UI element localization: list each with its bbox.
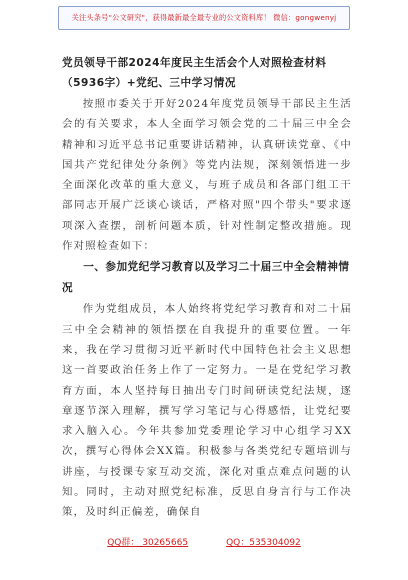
section-heading-1: 一、参加党纪学习教育以及学习二十届三中全会精神情况 (62, 261, 350, 294)
section-1-paragraph: 作为党组成员，本人始终将党纪学习教育和对二十届三中全会精神的领悟摆在自我提升的重要位置。一年来，我在学习贯彻习近平新时代中国特色社会主义思想这一首要政治任务上作了一定努力。一是在党纪学习教育方面，本人坚持每日抽出专门时间研读党纪法规，逐章逐节深入理解，撰写学习笔记与心得感悟，让党纪要求入脑入心。今年共参加党委理论学习中心组学习XX次，撰写心得体会XX篇。积极参与各类党纪专题培训与讲座，与授课专家互动交流，深化对重点难点问题的认知。同时，主动对照党纪标准，反思自身言行与工作决策，及时纠正偏差，确保自 (62, 303, 352, 519)
document-title: 党员领导干部2024年度民主生活会个人对照检查材料（5936字）+党纪、三中学习情况 (62, 57, 327, 89)
promo-banner-text: 关注头条号"公文研究"，获得最新最全最专业的公文资料库！ 微信：gongwenyj (71, 13, 337, 22)
footer-qq-contact: QQ：535304092 (226, 538, 301, 548)
footer-qq-group: QQ群： 30265665 (107, 538, 189, 548)
page-footer (0, 535, 408, 548)
document-body (62, 53, 352, 523)
intro-paragraph: 按照市委关于开好2024年度党员领导干部民主生活会的有关要求，本人全面学习领会党的二十届三中全会精神和习近平总书记重要讲话精神，认真研读党章、《中国共产党纪律处分条例》等党内法规，深刻领悟进一步全面深化改革的重大意义，与班子成员和各部门组工干部同志开展广泛谈心谈话，严格对照"四个带头"要求逐项深入查摆，剖析问题本质，针对性制定整改措施。现作对照检查如下： (62, 98, 352, 253)
promo-banner (58, 6, 350, 30)
